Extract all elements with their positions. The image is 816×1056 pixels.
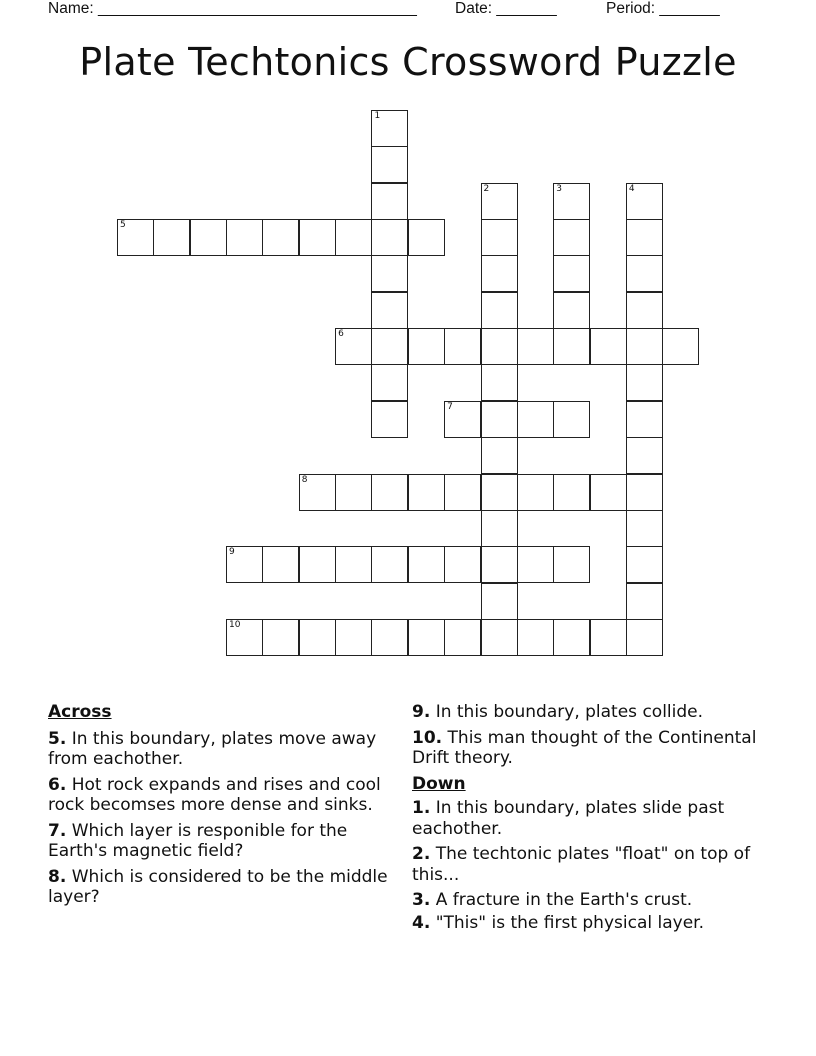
clue-number-label: 8: [301, 474, 308, 485]
grid-cell[interactable]: [371, 546, 408, 583]
grid-cell[interactable]: [371, 255, 408, 292]
clue-number: 4.: [412, 912, 431, 933]
clue-text: "This" is the first physical layer.: [435, 912, 704, 933]
clue-text: In this boundary, plates collide.: [435, 702, 704, 722]
grid-cell[interactable]: [371, 183, 408, 220]
clue-text: This man thought of the Continental Drift theory.: [412, 727, 757, 768]
grid-cell[interactable]: [190, 219, 227, 256]
clue-down-1: [412, 798, 772, 839]
clue-across-6: [48, 775, 400, 816]
grid-cell[interactable]: [262, 619, 299, 656]
grid-cell[interactable]: [335, 546, 372, 583]
clue-text: In this boundary, plates slide past eachother.: [412, 798, 725, 839]
clue-number: 1.: [412, 798, 431, 818]
grid-cell[interactable]: [226, 219, 263, 256]
grid-cell[interactable]: [481, 546, 518, 583]
grid-cell[interactable]: [371, 146, 408, 183]
clue-number-label: 5: [120, 220, 126, 231]
grid-cell[interactable]: [444, 328, 481, 365]
clue-number: 3.: [412, 890, 431, 910]
grid-cell[interactable]: [371, 474, 408, 511]
grid-cell[interactable]: [481, 437, 518, 474]
grid-cell[interactable]: [408, 328, 445, 365]
grid-cell[interactable]: [481, 255, 518, 292]
grid-cell[interactable]: [408, 619, 445, 656]
grid-cell[interactable]: [517, 619, 554, 656]
grid-cell[interactable]: [626, 219, 663, 256]
grid-cell[interactable]: [444, 619, 481, 656]
grid-cell[interactable]: [553, 292, 590, 329]
grid-cell[interactable]: [590, 619, 627, 656]
grid-cell[interactable]: [408, 474, 445, 511]
clue-text: Hot rock expands and rises and cool rock becomses more dense and sinks.: [48, 774, 381, 815]
grid-cell[interactable]: [408, 546, 445, 583]
grid-cell[interactable]: [590, 328, 627, 365]
clue-number-label: 3: [556, 183, 562, 194]
clue-text: Which layer is responible for the Earth's magnetic field?: [48, 820, 348, 861]
clue-across-7: [48, 821, 400, 862]
clue-text: A fracture in the Earth's crust.: [435, 890, 693, 910]
grid-cell[interactable]: [262, 219, 299, 256]
grid-cell[interactable]: [371, 110, 408, 147]
grid-cell[interactable]: [335, 619, 372, 656]
page-title: Plate Techtonics Crossword Puzzle: [79, 40, 737, 84]
grid-cell[interactable]: [517, 474, 554, 511]
grid-cell[interactable]: [590, 474, 627, 511]
grid-cell[interactable]: [553, 255, 590, 292]
clue-number-label: 9: [229, 547, 235, 558]
clue-number: 10.: [412, 727, 443, 748]
grid-cell[interactable]: [626, 364, 663, 401]
period-field[interactable]: Period: _______: [606, 0, 720, 17]
clue-number: 9.: [412, 702, 431, 722]
grid-cell[interactable]: [299, 546, 336, 583]
clue-number: 5.: [48, 728, 67, 749]
grid-cell[interactable]: [626, 474, 663, 511]
name-field[interactable]: Name: _____________________________________: [48, 0, 417, 17]
grid-cell[interactable]: [517, 546, 554, 583]
clue-number: 2.: [412, 844, 431, 864]
grid-cell[interactable]: [226, 546, 263, 583]
grid-cell[interactable]: [299, 619, 336, 656]
grid-cell[interactable]: [481, 401, 518, 438]
grid-cell[interactable]: [626, 546, 663, 583]
grid-cell[interactable]: [335, 474, 372, 511]
clue-across-10: [412, 728, 772, 769]
clue-number-label: 1: [374, 111, 381, 121]
grid-cell[interactable]: [371, 619, 408, 656]
grid-cell[interactable]: [553, 401, 590, 438]
clue-text: The techtonic plates "float" on top of this...: [412, 844, 751, 885]
grid-cell[interactable]: [517, 328, 554, 365]
grid-cell[interactable]: [408, 219, 445, 256]
grid-cell[interactable]: [626, 183, 663, 220]
grid-cell[interactable]: [517, 401, 554, 438]
grid-cell[interactable]: [553, 183, 590, 220]
clue-number: 7.: [48, 820, 67, 841]
grid-cell[interactable]: [553, 219, 590, 256]
grid-cell[interactable]: [626, 401, 663, 438]
grid-cell[interactable]: [371, 328, 408, 365]
grid-cell[interactable]: [444, 546, 481, 583]
grid-cell[interactable]: [444, 474, 481, 511]
clue-text: In this boundary, plates move away from eachother.: [48, 728, 377, 769]
clue-number-label: 10: [229, 619, 241, 630]
down-heading: Down: [412, 773, 466, 794]
clue-text: Which is considered to be the middle layer?: [48, 866, 388, 907]
grid-cell[interactable]: [481, 328, 518, 365]
grid-cell[interactable]: [626, 255, 663, 292]
grid-cell[interactable]: [371, 364, 408, 401]
grid-cell[interactable]: [626, 510, 663, 547]
clue-across-8: [48, 867, 400, 908]
clues-right-column: [412, 702, 772, 938]
grid-cell[interactable]: [626, 583, 663, 620]
date-field[interactable]: Date: _______: [455, 0, 557, 17]
grid-cell[interactable]: [481, 364, 518, 401]
clue-number: 8.: [48, 866, 67, 887]
grid-cell[interactable]: [481, 474, 518, 511]
clue-number-label: 4: [628, 183, 635, 194]
grid-cell[interactable]: [553, 474, 590, 511]
grid-cell[interactable]: [626, 619, 663, 656]
grid-cell[interactable]: [371, 401, 408, 438]
grid-cell[interactable]: [553, 619, 590, 656]
grid-cell[interactable]: [262, 546, 299, 583]
grid-cell[interactable]: [226, 619, 263, 656]
grid-cell[interactable]: [335, 219, 372, 256]
clue-number-label: 6: [338, 329, 344, 340]
clue-number-label: 7: [447, 401, 453, 412]
grid-cell[interactable]: [626, 328, 663, 365]
clue-number-label: 2: [483, 183, 490, 194]
clue-down-3: [412, 890, 772, 911]
grid-cell[interactable]: [481, 219, 518, 256]
grid-cell[interactable]: [481, 183, 518, 220]
grid-cell[interactable]: [299, 474, 336, 511]
grid-cell[interactable]: [553, 328, 590, 365]
grid-cell[interactable]: [153, 219, 190, 256]
clues-left-column: [48, 702, 400, 913]
clue-down-2: [412, 844, 772, 885]
grid-cell[interactable]: [626, 437, 663, 474]
grid-cell[interactable]: [481, 510, 518, 547]
grid-cell[interactable]: [117, 219, 154, 256]
clue-across-9: [412, 702, 772, 723]
clue-down-4: [412, 913, 772, 934]
clue-across-5: [48, 729, 400, 770]
grid-cell[interactable]: [335, 328, 372, 365]
across-heading: Across: [48, 702, 112, 722]
grid-cell[interactable]: [626, 292, 663, 329]
grid-cell[interactable]: [371, 292, 408, 329]
grid-cell[interactable]: [662, 328, 699, 365]
grid-cell[interactable]: [299, 219, 336, 256]
grid-cell[interactable]: [481, 583, 518, 620]
grid-cell[interactable]: [444, 401, 481, 438]
clue-number: 6.: [48, 774, 67, 795]
grid-cell[interactable]: [481, 292, 518, 329]
grid-cell[interactable]: [371, 219, 408, 256]
grid-cell[interactable]: [481, 619, 518, 656]
grid-cell[interactable]: [553, 546, 590, 583]
